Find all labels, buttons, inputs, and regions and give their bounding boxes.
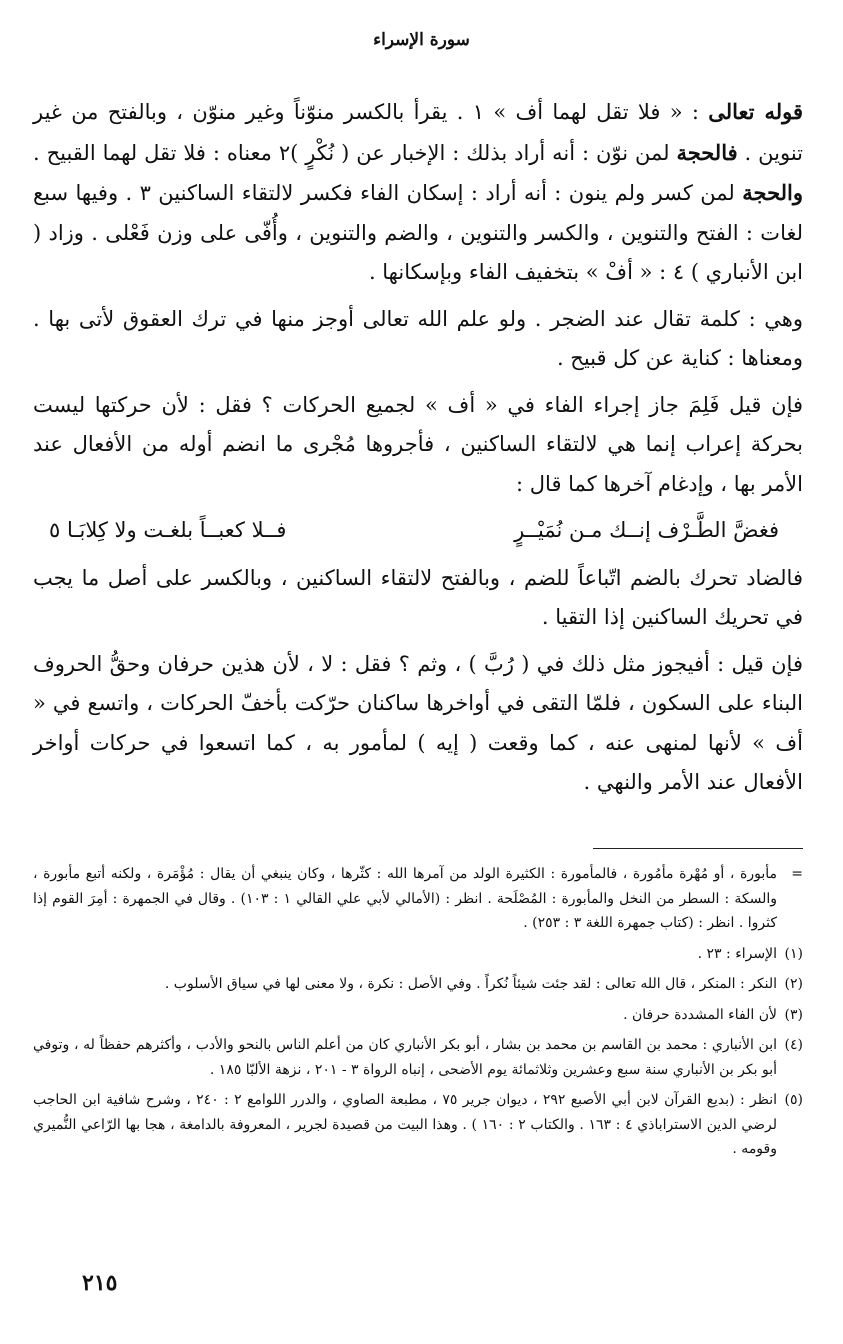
footnote-divider bbox=[593, 848, 803, 849]
footnote-text: لأن الفاء المشددة حرفان . bbox=[623, 1006, 777, 1023]
footnote-text: ابن الأنباري : محمد بن القاسم بن محمد بن بشار ، أبو بكر الأنباري كان من أعلم الناس بالنحو والأدب ، وأكثرهم حفظاً له ، وتوفي أبو بكر بن الأنباري سنة سبع وعشرين وثلاثمائة يوم الأضحى ، إنباه الرواة ٣ - ٢٠١ ، نزهة الألبّا ١٨٥ . bbox=[33, 1037, 778, 1078]
lead-phrase: فالحجة bbox=[676, 139, 738, 165]
paragraph-2: وهي : كلمة تقال عند الضجر . ولو علم الله تعالى أوجز منها في ترك العقوق لأتى بها . ومعناها : كناية عن كل قبيح . bbox=[33, 306, 803, 370]
paragraph-text: لمن كسر ولم ينون : أنه أراد : إسكان الفاء فكسر لالتقاء الساكنين ٣ . وفيها سبع لغات : الفتح والتنوين ، والكسر والتنوين ، والضم والتنوين ، وأُفّى على وزن فَعْلى . وزاد ( ابن الأنباري ) ٤ : « أفْ » بتخفيف الفاء وبإسكانها . bbox=[33, 181, 803, 284]
page-number: ٢١٥ bbox=[82, 1270, 118, 1296]
paragraph-4: فالضاد تحرك بالضم اتّباعاً للضم ، وبالفتح لالتقاء الساكنين ، وبالكسر على أصل ما يجب في تحريك الساكنين إذا التقيا . bbox=[33, 565, 803, 629]
footnote-3 bbox=[33, 1003, 803, 1028]
footnote-2 bbox=[33, 972, 803, 997]
footnote-text: مأبورة ، أو مُهْرة مأمُورة ، فالمأمورة : الكثيرة الولد من آمرها الله : كثّرها ، وكان ينبغي أن يقال : مُؤْمَرة ، ولكنه أتبع مأبورة ، والسكة : السطر من النخل والمأبورة : المُصْلَحة . انظر : (الأمالي لأبي علي القالي ١ : ١٠٣) . وقال في الجمهرة : أمِرَ القوم إذا كثروا . انظر : (كتاب جمهرة اللغة ٣ : ٢٥٣) . bbox=[33, 866, 778, 931]
running-header: سورة الإسراء bbox=[373, 30, 470, 50]
footnote-text: انظر : (بديع القرآن لابن أبي الأصبع ٢٩٢ ، ديوان جرير ٧٥ ، مطبعة الصاوي ، والدرر اللوامع ٢ : ٢٤٠ ، وشرح شافية ابن الحاجب لرضي الدين الاستراباذي ٤ : ١٦٣ . والكتاب ٢ : ١٦٠ ) . وهذا البيت من قصيدة لجرير ، المعروفة بالدامغة ، هجا بها الرّاعي النُّميري وقومه . bbox=[33, 1092, 778, 1157]
paragraph-3: فإن قيل فَلِمَ جاز إجراء الفاء في « أف » لجميع الحركات ؟ فقل : لأن حركتها ليست بحركة إعراب إنما هي لالتقاء الساكنين ، فأجروها مُجْرى ما انضم أوله من الأفعال عند الأمر بها ، وإدغام آخرها كما قال : bbox=[33, 392, 804, 496]
footnote-marker: (٣) bbox=[784, 1006, 803, 1023]
paragraph-text: : « فلا تقل لهما أف » ١ . يقرأ بالكسر منوّناً وغير منوّن ، وبالفتح من غير تنوين . bbox=[33, 100, 803, 165]
footnote-4 bbox=[33, 1033, 803, 1082]
footnote-marker: = bbox=[791, 866, 803, 882]
footnote-marker: (٥) bbox=[784, 1092, 803, 1108]
footnote-text: النكر : المنكر ، قال الله تعالى : لقد جئت شيئاً نُكراً . وفي الأصل : نكرة ، ولا معنى لها في سياق الأسلوب . bbox=[164, 976, 777, 992]
footnotes bbox=[33, 862, 803, 1168]
main-text bbox=[33, 92, 803, 810]
paragraph-text: لمن نوّن : أنه أراد بذلك : الإخبار عن ( نُكْرٍ )٢ معناه : فلا تقل لهما القبيح . bbox=[33, 140, 677, 165]
paragraph-5: فإن قيل : أفيجوز مثل ذلك في ( رُبَّ ) ، وثم ؟ فقل : لا ، لأن هذين حرفان وحقُّ الحروف البناء على السكون ، فلمّا التقى في أواخرها ساكنان حرّكت بأخفّ الحركات ، واتسع في « أف » لأنها لمنهى عنه ، كما وقعت ( إيه ) لمأمور به ، كما اتسعوا في حركات أواخر الأفعال عند الأمر والنهي . bbox=[33, 651, 803, 794]
verse-second-hemistich: فــلا كعبــاً بلغـت ولا كِلابَـا ٥ bbox=[49, 518, 287, 542]
footnote-continuation bbox=[33, 862, 803, 936]
footnote-marker: (٤) bbox=[784, 1037, 803, 1053]
poetry-verse bbox=[33, 511, 803, 551]
footnote-marker: (٢) bbox=[784, 976, 803, 992]
lead-phrase: والحجة bbox=[742, 180, 803, 205]
paragraph-1 bbox=[33, 92, 803, 293]
verse-first-hemistich: فغضَّ الطَّـرْف إنــك مـن نُمَيْــرٍ bbox=[514, 518, 779, 542]
footnote-marker: (١) bbox=[784, 945, 803, 962]
footnote-text: الإسراء : ٢٣ . bbox=[697, 945, 777, 962]
footnote-1 bbox=[33, 942, 803, 967]
lead-phrase: قوله تعالى bbox=[708, 99, 803, 124]
footnote-5 bbox=[33, 1088, 803, 1162]
